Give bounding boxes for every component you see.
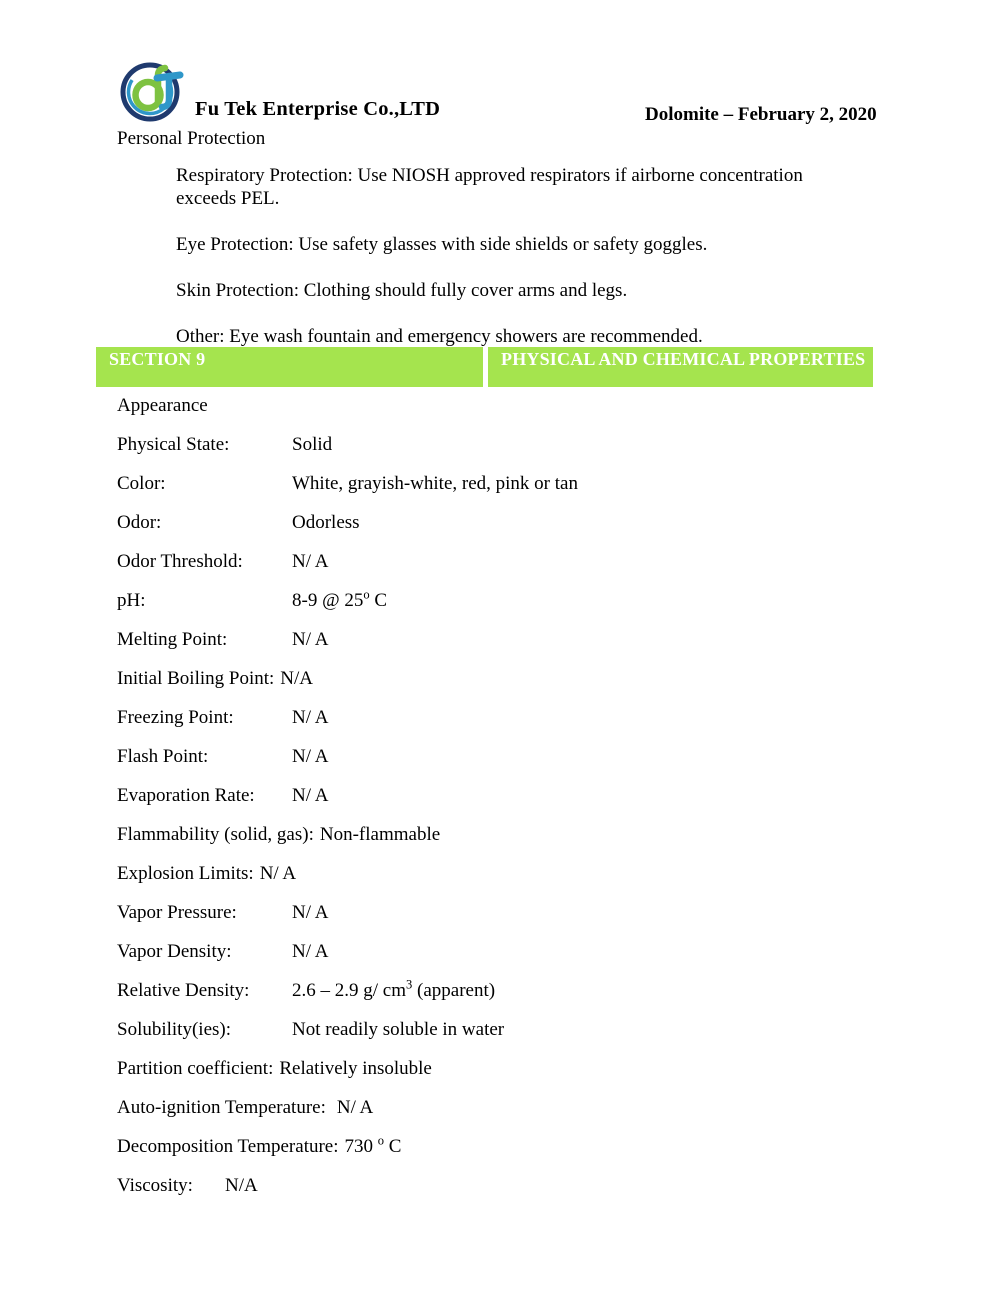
section-header-bar	[96, 347, 873, 387]
property-label: Viscosity:	[117, 1175, 193, 1196]
property-value: Solid	[292, 434, 333, 455]
property-value: N/ A	[292, 902, 329, 923]
property-row	[117, 1097, 917, 1136]
section-number-label: SECTION 9	[109, 349, 206, 369]
company-name: Fu Tek Enterprise Co.,LTD	[195, 98, 441, 120]
futek-circular-logo-icon	[117, 57, 189, 125]
property-value: N/ A	[292, 785, 329, 806]
property-label: pH:	[117, 590, 146, 611]
property-value: N/ A	[292, 551, 329, 572]
property-value: N/A	[280, 668, 314, 689]
superscript: o	[363, 587, 370, 602]
property-label: Color:	[117, 473, 166, 494]
property-row	[117, 1058, 917, 1097]
property-row	[117, 707, 917, 746]
appearance-heading: Appearance	[117, 395, 208, 416]
property-value: 730 $^o$ C	[344, 1133, 402, 1157]
property-row	[117, 473, 917, 512]
personal-protection-item: Eye Protection: Use safety glasses with side shields or safety goggles.	[176, 234, 708, 255]
property-value: N/ A	[292, 707, 329, 728]
property-value: 2.6 – 2.9 g/ $cm^3$ (apparent)	[292, 977, 496, 1001]
property-row	[117, 587, 917, 629]
property-row	[117, 785, 917, 824]
property-label: Partition coefficient:	[117, 1058, 274, 1079]
property-row	[117, 551, 917, 590]
property-label: Melting Point:	[117, 629, 228, 650]
property-label: Explosion Limits:	[117, 863, 254, 884]
property-row	[117, 902, 917, 941]
personal-protection-item: Other: Eye wash fountain and emergency showers are recommended.	[176, 326, 703, 347]
property-label: Odor:	[117, 512, 162, 533]
property-label: Evaporation Rate:	[117, 785, 255, 806]
property-value: N/ A	[259, 863, 297, 884]
property-row	[117, 512, 917, 551]
property-row	[117, 941, 917, 980]
document-title: Dolomite – February 2, 2020	[645, 104, 877, 125]
property-row	[117, 1133, 917, 1175]
personal-protection-item: Skin Protection: Clothing should fully cover arms and legs.	[176, 280, 628, 301]
property-label: Initial Boiling Point:	[117, 668, 275, 689]
property-row	[117, 863, 917, 902]
property-label: Odor Threshold:	[117, 551, 243, 572]
property-row	[117, 977, 917, 1019]
page-header	[0, 0, 1000, 140]
property-value: Not readily soluble in water	[292, 1019, 505, 1040]
property-value: 8-9 @ 25$^o$ C	[292, 587, 388, 611]
superscript: o	[377, 1133, 385, 1148]
section-title-cell	[488, 347, 873, 387]
property-value: N/A	[225, 1175, 258, 1196]
property-label: Vapor Pressure:	[117, 902, 237, 923]
property-label: Solubility(ies):	[117, 1019, 231, 1040]
section-number-cell	[96, 347, 483, 387]
property-value: N/ A	[336, 1097, 374, 1118]
section-title-label: PHYSICAL AND CHEMICAL PROPERTIES	[501, 349, 866, 369]
property-value: Relatively insoluble	[279, 1058, 432, 1079]
property-value: N/ A	[292, 941, 329, 962]
property-row	[117, 1175, 917, 1214]
personal-protection-list	[176, 164, 856, 348]
property-row	[117, 668, 917, 707]
property-value: N/ A	[292, 629, 329, 650]
property-row	[117, 1019, 917, 1058]
property-label: Decomposition Temperature:	[117, 1136, 339, 1157]
property-label: Relative Density:	[117, 980, 250, 1001]
property-row	[117, 746, 917, 785]
appearance-heading-row	[117, 395, 917, 434]
property-label: Freezing Point:	[117, 707, 234, 728]
personal-protection-item: Respiratory Protection: Use NIOSH approved respirators if airborne concentration exceeds PEL.	[176, 165, 803, 209]
property-value: Non-flammable	[319, 824, 441, 845]
property-value: Odorless	[292, 512, 360, 533]
property-label: Flash Point:	[117, 746, 209, 767]
property-label: Flammability (solid, gas):	[117, 824, 314, 845]
property-label: Vapor Density:	[117, 941, 232, 962]
physical-chemical-properties-list	[117, 395, 917, 1214]
property-value: N/ A	[292, 746, 329, 767]
property-row	[117, 824, 917, 863]
property-row	[117, 434, 917, 473]
property-label: Auto-ignition Temperature:	[117, 1097, 326, 1118]
property-label: Physical State:	[117, 434, 230, 455]
personal-protection-heading: Personal Protection	[117, 128, 266, 149]
property-row	[117, 629, 917, 668]
superscript: 3	[406, 977, 413, 992]
property-value: White, grayish-white, red, pink or tan	[292, 473, 578, 494]
